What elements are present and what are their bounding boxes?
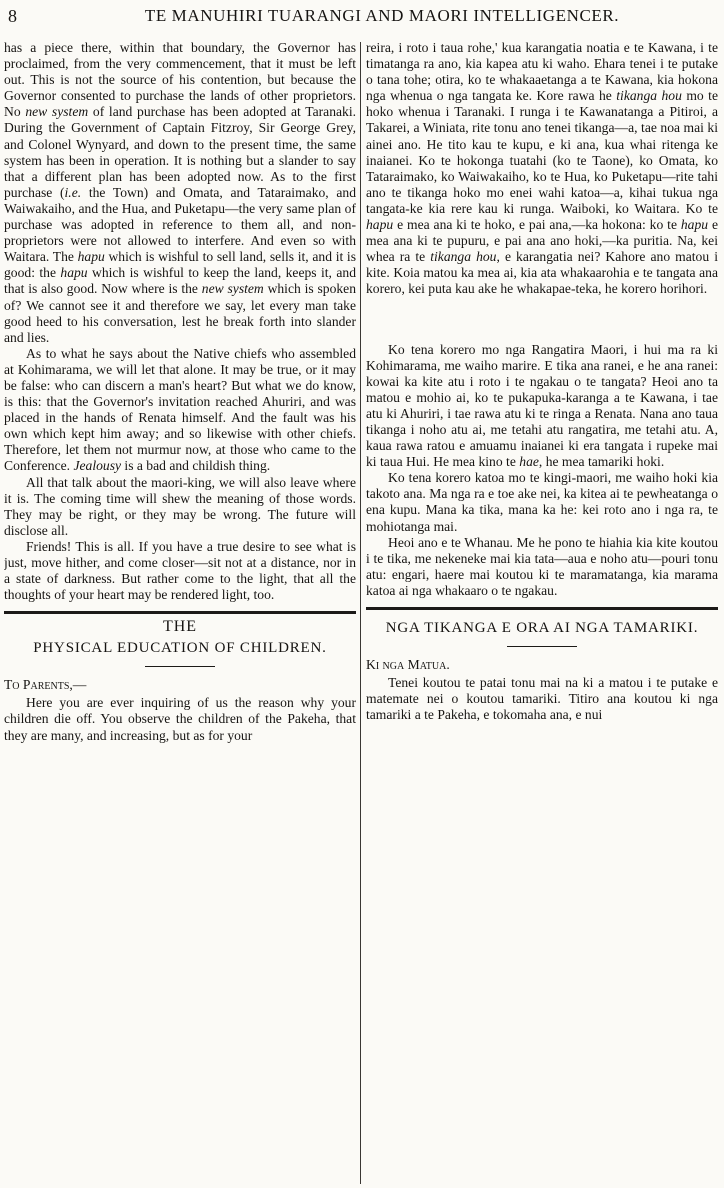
- column-gap: [366, 298, 718, 342]
- english-section-subtitle: PHYSICAL EDUCATION OF CHILDREN.: [33, 640, 327, 657]
- title-underline: [145, 666, 215, 667]
- running-title: TE MANUHIRI TUARANGI AND MAORI INTELLIGENCER.: [144, 6, 620, 25]
- section-rule: [4, 611, 356, 614]
- maori-paragraph-2: Ko tena korero mo nga Rangatira Maori, i hui ma ra ki Kohimarama, me waiho marire. E tika ana ranei, e he ana ranei: kowai ka kite atu i roto i te ngakau o te tangata? Heoi ano ta matou e mohio ai, ko te pukapuka-karanga a te Kawana, i tae atu ki Ahuriri, i tae rawa atu ki te ringa a Renata. Nana ano taua tikanga i noho atu ai, me tetahi atu rangatira, me tetahi atu. A, kaua rawa ratou e amuamu inaianei ki era tangata i rupeke mai ki taua Hui. He mea kino te hae, he mea tamariki hoki.: [366, 341, 718, 470]
- maori-section-title: NGA TIKANGA E ORA AI NGA TAMARIKI.: [385, 620, 699, 636]
- running-header: [0, 0, 724, 38]
- maori-paragraph-1: reira, i roto i taua rohe,' kua karangatia noatia e te Kawana, i te timatanga ra ano, kia kapea atu ki waho. Ehara tenei i te putake o tana tohe; otira, ko te whakaaetanga a te Kawana, kia hokona nga whenua o nga tangata ke. Kore rawa he tikanga hou mo te hoko whenua i Taranaki. I runga i te Kawanatanga a Pitiroi, a Takarei, a Winiata, rite tonu ano tenei tikanga—a, tae noa mai ki ainei ano. He tito kau te kupu, e ki ana, kua whai ritenga ke inaianei. Ko te hokonga tuatahi (ko te Taone), ko Omata, ko Tataraimako, ko Waiwakaiho, ko te Hua, ko Puketapu—rite tahi ano te tikanga hoko mo enei wahi katoa—a, kihai tukua nga tangata-ke kia rere kau ki runga. Waiboki, ko Waitara. Ko te hapu e mea ana ki te hoko, e pai ana,—ka hokona: ko te hapu e mea ana ki te pupuru, e pai ana ano hoki,—ka puritia. Na, kei whea ra te tikanga hou, e karangatia nei? Kahore ano matou i kite. Koia matou ka mea ai, kia ata whakaarohia e te tangata ana korero, kei puta kau ake he whakapae-teka, he korero horihori.: [366, 40, 718, 297]
- maori-salutation: Ki nga Matua.: [366, 657, 450, 672]
- maori-paragraph-5: Tenei koutou te patai tonu mai na ki a matou i te putake e matemate nei o koutou tamariki. Titiro ana koutou ki nga tamariki a te Pakeha, e tokomaha ana, e nui: [366, 675, 718, 723]
- page-number: 8: [8, 6, 17, 26]
- column-divider: [360, 42, 361, 1184]
- english-paragraph-2: As to what he says about the Native chiefs who assembled at Kohimarama, we will let that alone. It may be true, or it may be false: who can discern a man's heart? But what we do know, is this: that the Governor's invitation reached Ahuriri, and was placed in the hands of Renata himself. And the fault was his own which kept him away; and so likewise with other chiefs. Therefore, let them not murmur now, at those who came to the Conference. Jealousy is a bad and childish thing.: [4, 345, 356, 474]
- english-paragraph-4: Friends! This is all. If you have a true desire to see what is just, move hither, and come closer—sit not at a distance, nor in a state of darkness. But rather come to the light, that all the thoughts of your heart may be rendered light, too.: [4, 538, 356, 603]
- english-paragraph-1: has a piece there, within that boundary, the Governor has proclaimed, from the very commencement, that it must be left out. This is not the source of his contention, but because the Governor consented to purchase the lands of other proprietors. No new system of land purchase has been adopted at Taranaki. During the Government of Captain Fitzroy, Sir George Grey, and Colonel Wynyard, and down to the present time, the same system has been in operation. It is nothing but a slander to say that a different plan has been adopted now. As to the first purchase (i.e. the Town) and Omata, and Tataraimako, and Waiwakaiho, and the Hua, and Puketapu—the very same plan of purchase was adopted in reference to them all, and non-proprietors were not allowed to interfere. And even so with Waitara. The hapu which is wishful to sell land, sells it, and it is good: the hapu which is wishful to keep the land, keeps it, and that is also good. Now where is the new system which is spoken of? We cannot see it and therefore we say, let every man take good heed to his conversation, lest he break forth into slander and lies.: [4, 40, 356, 345]
- english-section-title: THE: [162, 618, 198, 636]
- english-column: [4, 40, 356, 1188]
- english-paragraph-3: All that talk about the maori-king, we will also leave where it is. The coming time will shew the meaning of those words. They may be right, or they may be wrong. The future will disclose all.: [4, 474, 356, 538]
- maori-paragraph-4: Heoi ano e te Whanau. Me he pono te hiahia kia kite koutou i te tika, me nekeneke mai kia tata—aua e noho atu—pouri tonu atu: engari, haere mai koutou ki te maramatanga, kia marama katoa ai nga whakaaro o te ngakau.: [366, 534, 718, 598]
- title-underline: [507, 646, 577, 647]
- section-rule: [366, 607, 718, 610]
- english-paragraph-5: Here you are ever inquiring of us the reason why your children die off. You observe the children of the Pakeha, that they are many, and increasing, but as for your: [4, 695, 356, 743]
- maori-paragraph-3: Ko tena korero katoa mo te kingi-maori, me waiho hoki kia takoto ana. Ma nga ra e toe ake nei, ka kitea ai te pewheatanga o ena kupu. Mana ka tika, mana ka he: kei roto ano i nga ra, te mohiotanga mai.: [366, 470, 718, 534]
- english-salutation: To Parents,—: [4, 677, 87, 693]
- maori-column: [366, 40, 718, 1188]
